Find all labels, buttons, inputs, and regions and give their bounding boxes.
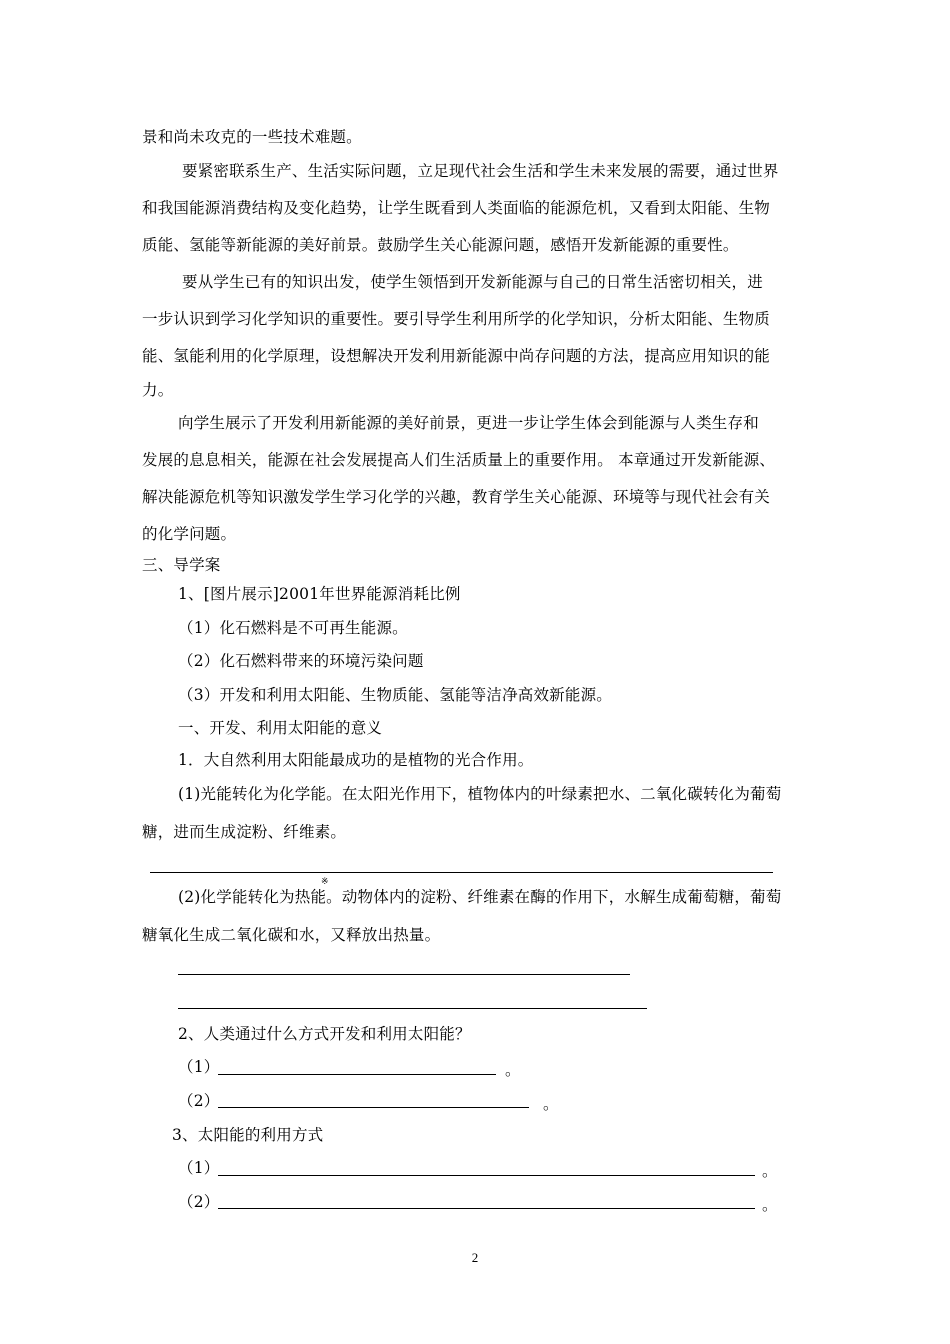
answer-blank xyxy=(218,1175,755,1176)
answer-blank xyxy=(218,1208,755,1209)
period-mark: 。 xyxy=(505,1061,521,1079)
text-line: 的化学问题。 xyxy=(142,525,237,543)
answer-blank xyxy=(218,1074,496,1075)
question-heading: 2、人类通过什么方式开发和利用太阳能？ xyxy=(178,1025,471,1043)
text-line: 向学生展示了开发利用新能源的美好前景，更进一步让学生体会到能源与人类生存和 xyxy=(178,414,759,432)
item-label: （1） xyxy=(178,1058,220,1076)
period-mark: 。 xyxy=(543,1095,559,1113)
text-line: 发展的息息相关，能源在社会发展提高人们生活质量上的重要作用。 本章通过开发新能源、 xyxy=(142,451,776,469)
item-label: （2） xyxy=(178,1193,220,1211)
item-label: （2） xyxy=(178,1092,220,1110)
section-heading: 一、开发、利用太阳能的意义 xyxy=(178,719,383,737)
question-heading: 3、太阳能的利用方式 xyxy=(172,1126,324,1144)
page-number: 2 xyxy=(471,1250,479,1265)
period-mark: 。 xyxy=(762,1196,778,1214)
text-line: 能、氢能利用的化学原理，设想解决开发利用新能源中尚存问题的方法，提高应用知识的能 xyxy=(142,347,771,365)
text-line: 1．大自然利用太阳能最成功的是植物的光合作用。 xyxy=(178,751,534,769)
section-heading: 三、导学案 xyxy=(142,556,221,574)
answer-blank xyxy=(150,872,773,873)
text-line: 要紧密联系生产、生活实际问题，立足现代社会生活和学生未来发展的需要，通过世界 xyxy=(182,162,779,180)
text-line: （1）化石燃料是不可再生能源。 xyxy=(178,619,408,637)
text-line: 力。 xyxy=(142,381,174,399)
text-line: (2)化学能转化为热能。动物体内的淀粉、纤维素在酶的作用下，水解生成葡萄糖，葡萄 xyxy=(178,888,782,906)
answer-blank xyxy=(178,974,630,975)
text-line: 要从学生已有的知识出发，使学生领悟到开发新能源与自己的日常生活密切相关，进 xyxy=(182,273,763,291)
text-line: 1、[图片展示]2001年世界能源消耗比例 xyxy=(178,585,461,603)
answer-blank xyxy=(218,1107,529,1108)
text-line: （2）化石燃料带来的环境污染问题 xyxy=(178,652,424,670)
item-label: （1） xyxy=(178,1159,220,1177)
text-line: 解决能源危机等知识激发学生学习化学的兴趣，教育学生关心能源、环境等与现代社会有关 xyxy=(142,488,771,506)
text-line: 质能、氢能等新能源的美好前景。鼓励学生关心能源问题，感悟开发新能源的重要性。 xyxy=(142,236,739,254)
period-mark: 。 xyxy=(762,1162,778,1180)
text-line: 糖氧化生成二氧化碳和水，又释放出热量。 xyxy=(142,926,441,944)
text-line: （3）开发和利用太阳能、生物质能、氢能等洁净高效新能源。 xyxy=(178,686,612,704)
answer-blank xyxy=(178,1008,647,1009)
text-line: (1)光能转化为化学能。在太阳光作用下，植物体内的叶绿素把水、二氧化碳转化为葡萄 xyxy=(178,785,782,803)
annotation-mark: ※ xyxy=(321,877,329,887)
text-line: 和我国能源消费结构及变化趋势，让学生既看到人类面临的能源危机，又看到太阳能、生物 xyxy=(142,199,771,217)
text-line: 糖，进而生成淀粉、纤维素。 xyxy=(142,823,347,841)
text-line: 景和尚未攻克的一些技术难题。 xyxy=(142,128,362,146)
text-line: 一步认识到学习化学知识的重要性。要引导学生利用所学的化学知识，分析太阳能、生物质 xyxy=(142,310,771,328)
